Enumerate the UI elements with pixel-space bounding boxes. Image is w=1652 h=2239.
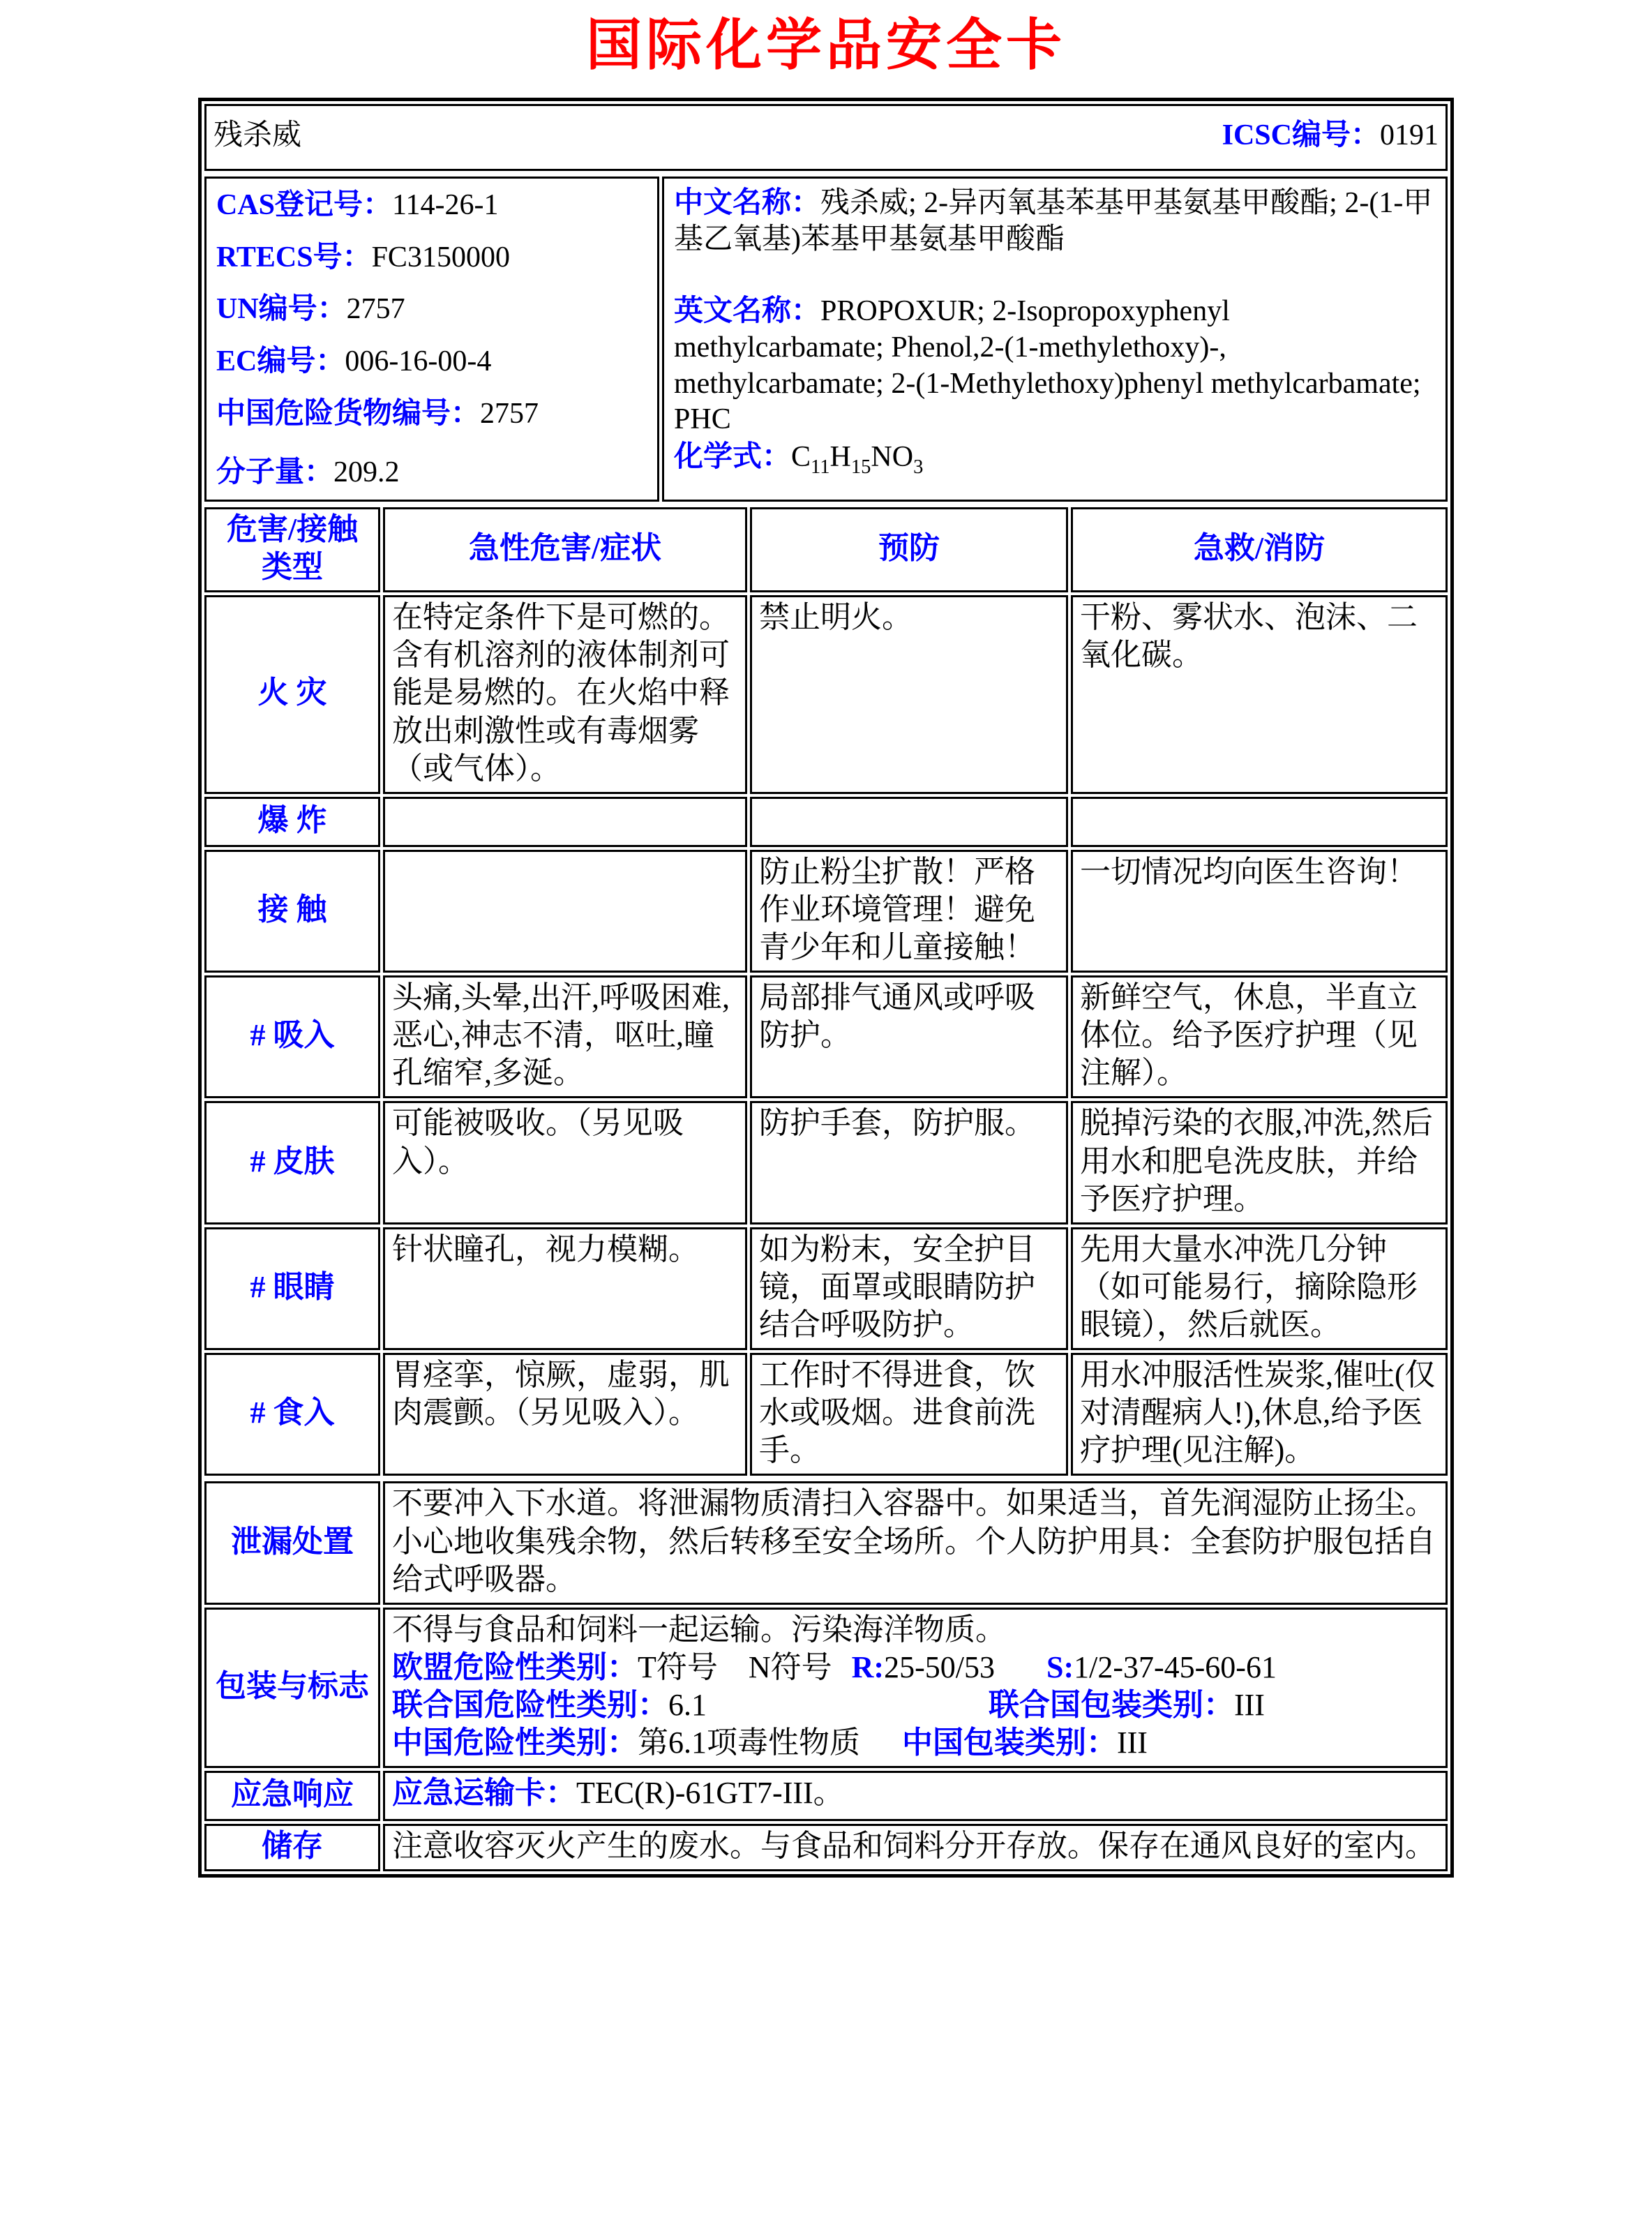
section-emergency-row (204, 1771, 1448, 1821)
chemical-formula-label: 化学式： (674, 440, 792, 473)
section-storage-row (204, 1824, 1448, 1871)
china-dg-number-value: 2757 (480, 397, 539, 430)
fire-prevention: 禁止明火。 (750, 595, 1068, 794)
cn-pack-label: 中国包装类别： (902, 1725, 1117, 1760)
transport-card-label: 应急运输卡： (392, 1776, 576, 1811)
english-name-block (674, 294, 1436, 438)
explosion-response (1071, 797, 1448, 847)
packaging-transport-note: 不得与食品和饲料一起运输。污染海洋物质。 (392, 1612, 1006, 1647)
explosion-prevention (750, 797, 1068, 847)
un-class-label: 联合国危险性类别： (392, 1687, 668, 1722)
china-dg-number-line (216, 394, 647, 434)
icsc-number-label: ICSC编号： (1222, 119, 1380, 152)
hazard-row-exposure (204, 850, 1448, 973)
icsc-card (198, 98, 1454, 1878)
hazard-row-eyes (204, 1227, 1448, 1350)
identification-row (204, 177, 1448, 502)
s-phrases-value: 1/2-37-45-60-61 (1074, 1649, 1277, 1684)
un-pack-label: 联合国包装类别： (989, 1687, 1234, 1722)
un-number-label: UN编号： (216, 293, 347, 326)
hazard-type-inhalation: # 吸入 (204, 975, 380, 1098)
section-packaging-row (204, 1608, 1448, 1768)
chinese-name-block (674, 186, 1436, 257)
fire-response: 干粉、雾状水、泡沫、二氧化碳。 (1071, 595, 1448, 794)
icsc-number-value: 0191 (1380, 119, 1439, 152)
ec-number-value: 006-16-00-4 (345, 345, 492, 378)
hazard-type-fire: 火 灾 (204, 595, 380, 794)
hazard-type-exposure: 接 触 (204, 850, 380, 973)
skin-prevention: 防护手套，防护服。 (750, 1101, 1068, 1224)
molecular-weight-value: 209.2 (333, 456, 400, 489)
hazard-header-prevention: 预防 (750, 507, 1068, 592)
eu-class-value: T符号 N符号 (638, 1649, 832, 1684)
molecular-weight-label: 分子量： (216, 456, 334, 489)
exposure-response: 一切情况均向医生咨询！ (1071, 850, 1448, 973)
storage-section-label: 储存 (204, 1824, 380, 1871)
un-pack-value: III (1234, 1687, 1265, 1722)
hazard-table (202, 504, 1450, 1478)
ingestion-prevention: 工作时不得进食，饮水或吸烟。进食前洗手。 (750, 1353, 1068, 1476)
rtecs-number-line (216, 238, 647, 278)
hazard-type-eyes: # 眼睛 (204, 1227, 380, 1350)
hazard-header-row (204, 507, 1448, 592)
s-phrases-label: S: (1046, 1649, 1074, 1684)
hazard-type-skin: # 皮肤 (204, 1101, 380, 1224)
ec-number-label: EC编号： (216, 345, 345, 378)
rtecs-number-label: RTECS号： (216, 241, 372, 274)
un-number-line (216, 290, 647, 329)
rtecs-number-value: FC3150000 (371, 241, 510, 274)
cas-number-line (216, 186, 647, 225)
identifiers-cell (204, 177, 659, 502)
cn-pack-value: III (1117, 1725, 1148, 1760)
inhalation-prevention: 局部排气通风或呼吸防护。 (750, 975, 1068, 1098)
chemical-formula-value: $C_{11}H_{15}NO_3$ (791, 440, 924, 478)
english-name-label: 英文名称： (674, 295, 821, 328)
packaging-eu-line (392, 1649, 1439, 1686)
ingestion-response: 用水冲服活性炭浆,催吐(仅对清醒病人!),休息,给予医疗护理(见注解)。 (1071, 1353, 1448, 1476)
sections-table (202, 1478, 1450, 1874)
explosion-symptoms (383, 797, 747, 847)
un-number-value: 2757 (346, 293, 405, 326)
cas-number-value: 114-26-1 (392, 189, 499, 221)
eu-class-label: 欧盟危险性类别： (392, 1649, 638, 1684)
leak-section-label: 泄漏处置 (204, 1481, 380, 1604)
packaging-section-content (383, 1608, 1448, 1768)
emergency-section-content (383, 1771, 1448, 1821)
exposure-prevention: 防止粉尘扩散！严格作业环境管理！避免青少年和儿童接触！ (750, 850, 1068, 973)
cn-class-label: 中国危险性类别： (392, 1725, 638, 1760)
china-dg-number-label: 中国危险货物编号： (216, 397, 481, 430)
skin-response: 脱掉污染的衣服,冲洗,然后用水和肥皂洗皮肤，并给予医疗护理。 (1071, 1101, 1448, 1224)
card-header-table (202, 101, 1450, 174)
emergency-section-label: 应急响应 (204, 1771, 380, 1821)
hazard-row-skin (204, 1101, 1448, 1224)
hazard-row-explosion (204, 797, 1448, 847)
skin-symptoms: 可能被吸收。（另见吸入）。 (383, 1101, 747, 1224)
packaging-un-line (392, 1686, 1439, 1724)
hazard-type-explosion: 爆 炸 (204, 797, 380, 847)
hazard-row-ingestion (204, 1353, 1448, 1476)
ec-number-line (216, 342, 647, 382)
hazard-row-fire (204, 595, 1448, 794)
cas-number-label: CAS登记号： (216, 189, 393, 221)
chemical-name: 残杀威 (213, 119, 302, 152)
un-class-value: 6.1 (668, 1687, 707, 1722)
fire-symptoms: 在特定条件下是可燃的。含有机溶剂的液体制剂可能是易燃的。在火焰中释放出刺激性或有毒烟雾（或气体）。 (383, 595, 747, 794)
hazard-row-inhalation (204, 975, 1448, 1098)
r-phrases-label: R: (851, 1649, 885, 1684)
page-title: 国际化学品安全卡 (586, 15, 1066, 77)
chinese-name-value: 残杀威; 2-异丙氧基苯基甲基氨基甲酸酯; 2-(1-甲基乙氧基)苯基甲基氨基甲酸酯 (674, 187, 1433, 255)
storage-section-content: 注意收容灭火产生的废水。与食品和饲料分开存放。保存在通风良好的室内。 (383, 1824, 1448, 1871)
icsc-number-group (1222, 118, 1439, 154)
chinese-name-label: 中文名称： (674, 187, 821, 219)
ingestion-symptoms: 胃痉挛，惊厥，虚弱，肌肉震颤。（另见吸入）。 (383, 1353, 747, 1476)
hazard-header-response: 急救/消防 (1071, 507, 1448, 592)
english-name-value: PROPOXUR; 2-Isopropoxyphenyl methylcarbamate; Phenol,2-(1-methylethoxy)-, methylcarbamate; 2-(1-Methylethoxy)phenyl methylcarbamate; PHC (674, 295, 1421, 436)
section-leak-row (204, 1481, 1448, 1604)
names-cell (662, 177, 1448, 502)
packaging-cn-line (392, 1724, 1439, 1762)
hazard-type-ingestion: # 食入 (204, 1353, 380, 1476)
transport-card-value: TEC(R)-61GT7-III。 (576, 1776, 844, 1811)
card-header-row (204, 104, 1448, 171)
identification-table (202, 174, 1450, 504)
eyes-response: 先用大量水冲洗几分钟（如可能易行，摘除隐形眼镜），然后就医。 (1071, 1227, 1448, 1350)
exposure-symptoms (383, 850, 747, 973)
eyes-symptoms: 针状瞳孔，视力模糊。 (383, 1227, 747, 1350)
inhalation-response: 新鲜空气，休息，半直立体位。给予医疗护理（见注解）。 (1071, 975, 1448, 1098)
eyes-prevention: 如为粉末，安全护目镜，面罩或眼睛防护结合呼吸防护。 (750, 1227, 1068, 1350)
molecular-weight-line (216, 453, 647, 493)
hazard-header-symptoms: 急性危害/症状 (383, 507, 747, 592)
inhalation-symptoms: 头痛,头晕,出汗,呼吸困难,恶心,神志不清，呕吐,瞳孔缩窄,多涎。 (383, 975, 747, 1098)
leak-section-content: 不要冲入下水道。将泄漏物质清扫入容器中。如果适当，首先润湿防止扬尘。小心地收集残余物，然后转移至安全场所。个人防护用具：全套防护服包括自给式呼吸器。 (383, 1481, 1448, 1604)
chemical-formula-line (674, 440, 1436, 476)
packaging-section-label: 包装与标志 (204, 1608, 380, 1768)
cn-class-value: 第6.1项毒性物质 (638, 1725, 860, 1760)
r-phrases-value: 25-50/53 (884, 1649, 995, 1684)
hazard-header-type: 危害/接触类型 (204, 507, 380, 592)
